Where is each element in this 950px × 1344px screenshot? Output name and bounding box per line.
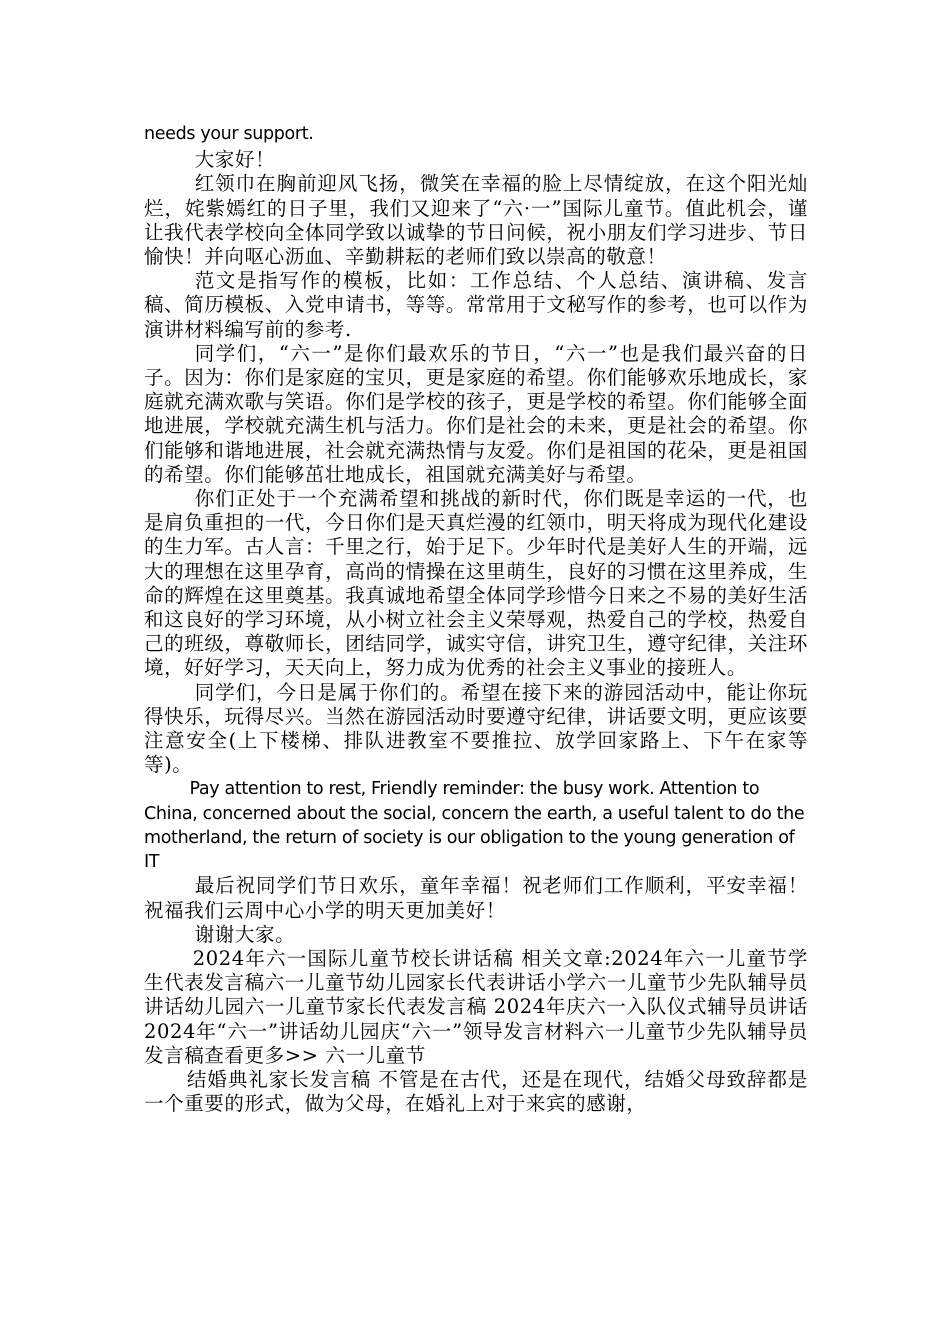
paragraph-english: Pay attention to rest, Friendly reminder: the busy work. Attention to China, concerned about the social, concern the earth, a useful talent to do the motherland, the return of society is our obligation to the young generation of IT xyxy=(144,779,805,873)
paragraph-thanks: 谢谢大家。 xyxy=(194,922,296,946)
document-page xyxy=(144,122,808,1116)
paragraph-new-era: 你们正处于一个充满希望和挑战的新时代，你们既是幸运的一代，也是肩负重担的一代，今日你们是天真烂漫的红领巾，明天将成为现代化建设的生力军。古人言：千里之行，始于足下。少年时代是美好人生的开端，远大的理想在这里孕育，高尚的情操在这里萌生，良好的习惯在这里养成，生命的辉煌在这里奠基。我真诚地希望全体同学珍惜今日来之不易的美好生活和这良好的学习环境，从小树立社会主义荣辱观，热爱自己的学校，热爱自己的班级，尊敬师长，团结同学，诚实守信，讲究卫生，遵守纪律，关注环境，好好学习，天天向上，努力成为优秀的社会主义事业的接班人。 xyxy=(144,487,808,680)
paragraph-greeting: 大家好！ xyxy=(194,148,276,172)
paragraph-opening: 红领巾在胸前迎风飞扬，微笑在幸福的脸上尽情绽放，在这个阳光灿烂，姹紫嫣红的日子里，我们又迎来了“六·一”国际儿童节。值此机会，谨让我代表学校向全体同学致以诚挚的节日问候，祝小朋友们学习进步、节日愉快！并向呕心沥血、辛勤耕耘的老师们致以崇高的敬意！ xyxy=(144,172,808,269)
paragraph-closing-wishes: 最后祝同学们节日欢乐，童年幸福！祝老师们工作顺利，平安幸福！祝福我们云周中心小学的明天更加美好！ xyxy=(144,874,808,922)
paragraph-template-note: 范文是指写作的模板，比如：工作总结、个人总结、演讲稿、发言稿、简历模板、入党申请书，等等。常常用于文秘写作的参考，也可以作为演讲材料编写前的参考. xyxy=(144,269,808,341)
paragraph-related-articles: 2024年六一国际儿童节校长讲话稿 相关文章:2024年六一儿童节学生代表发言稿六一儿童节幼儿园家长代表讲话小学六一儿童节少先队辅导员讲话幼儿园六一儿童节家长代表发言稿 2024年庆六一入队仪式辅导员讲话 2024年“六一”讲话幼儿园庆“六一”领导发言材料六一儿童节少先队辅导员发言稿查看更多>> 六一儿童节 xyxy=(144,946,808,1067)
paragraph-hope: 同学们，“六一”是你们最欢乐的节日，“六一”也是我们最兴奋的日子。因为：你们是家庭的宝贝，更是家庭的希望。你们能够欢乐地成长，家庭就充满欢歌与笑语。你们是学校的孩子，更是学校的希望。你们能够全面地进展，学校就充满生机与活力。你们是社会的未来，更是社会的希望。你们能够和谐地进展，社会就充满热情与友爱。你们是祖国的花朵，更是祖国的希望。你们能够茁壮地成长，祖国就充满美好与希望。 xyxy=(144,341,808,486)
paragraph-wedding-speech: 结婚典礼家长发言稿 不管是在古代，还是在现代，结婚父母致辞都是一个重要的形式，做为父母，在婚礼上对于来宾的感谢， xyxy=(144,1067,808,1116)
paragraph-continuation: needs your support. xyxy=(144,124,314,144)
paragraph-activity: 同学们，今日是属于你们的。希望在接下来的游园活动中，能让你玩得快乐，玩得尽兴。当然在游园活动时要遵守纪律，讲话要文明，更应该要注意安全(上下楼梯、排队进教室不要推拉、放学回家路上、下午在家等等)。 xyxy=(144,680,808,777)
